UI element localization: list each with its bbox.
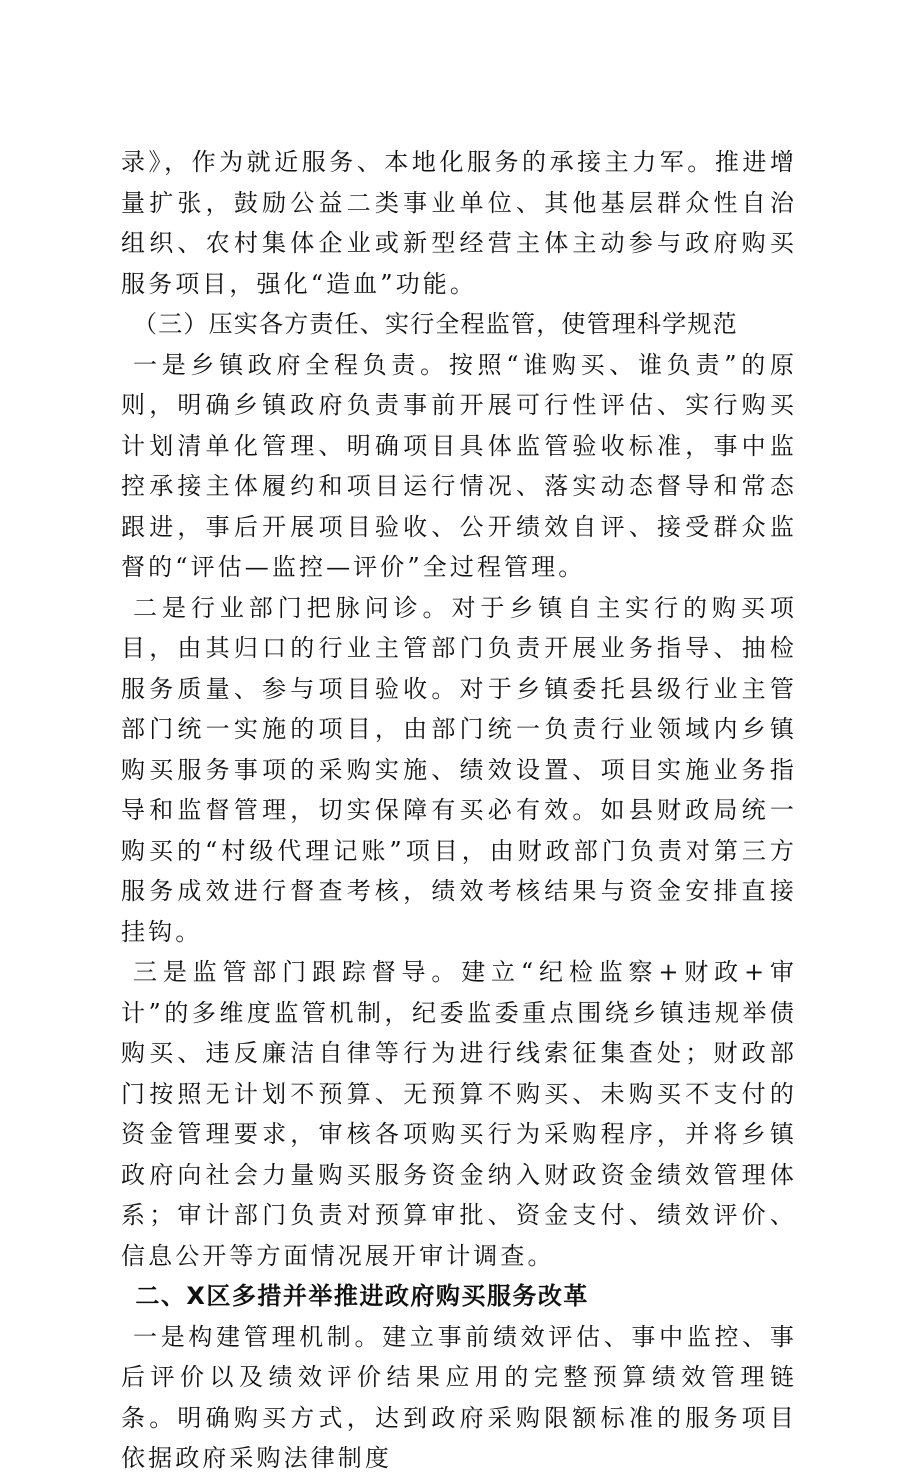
section-subheading: （三）压实各方责任、实行全程监管，使管理科学规范 [133, 310, 738, 338]
body-paragraph: 三是监管部门跟踪督导。建立“纪检监察+财政+审计”的多维度监管机制，纪委监委重点围绕乡镇违规举债购买、违反廉洁自律等行为进行线索征集查处；财政部门按照无计划不预算、无预算不购买、未购买不支付的资金管理要求，审核各项购买行为采购程序，并将乡镇政府向社会力量购买服务资金纳入财政资金绩效管理体系；审计部门负责对预算审批、资金支付、绩效评价、信息公开等方面情况展开审计调查。 [121, 958, 797, 1270]
body-paragraph: 二是行业部门把脉问诊。对于乡镇自主实行的购买项目，由其归口的行业主管部门负责开展业务指导、抽检服务质量、参与项目验收。对于乡镇委托县级行业主管部门统一实施的项目，由部门统一负责行业领域内乡镇购买服务事项的采购实施、绩效设置、项目实施业务指导和监督管理，切实保障有买必有效。如县财政局统一购买的“村级代理记账”项目，由财政部门负责对第三方服务成效进行督查考核，绩效考核结果与资金安排直接挂钩。 [121, 593, 797, 946]
section-heading: 二、X区多措并举推进政府购买服务改革 [135, 1282, 589, 1310]
body-paragraph-continued: 录》，作为就近服务、本地化服务的承接主力军。推进增量扩张，鼓励公益二类事业单位、其他基层群众性自治组织、农村集体企业或新型经营主体主动参与政府购买服务项目，强化“造血”功能。 [121, 148, 797, 298]
body-paragraph: 一是乡镇政府全程负责。按照“谁购买、谁负责”的原则，明确乡镇政府负责事前开展可行性评估、实行购买计划清单化管理、明确项目具体监管验收标准，事中监控承接主体履约和项目运行情况、落实动态督导和常态跟进，事后开展项目验收、公开绩效自评、接受群众监督的“评估—监控—评价”全过程管理。 [121, 350, 797, 581]
document-body [121, 142, 797, 1479]
body-paragraph: 一是构建管理机制。建立事前绩效评估、事中监控、事后评价以及绩效评价结果应用的完整预算绩效管理链条。明确购买方式，达到政府采购限额标准的服务项目依据政府采购法律制度 [121, 1322, 797, 1472]
